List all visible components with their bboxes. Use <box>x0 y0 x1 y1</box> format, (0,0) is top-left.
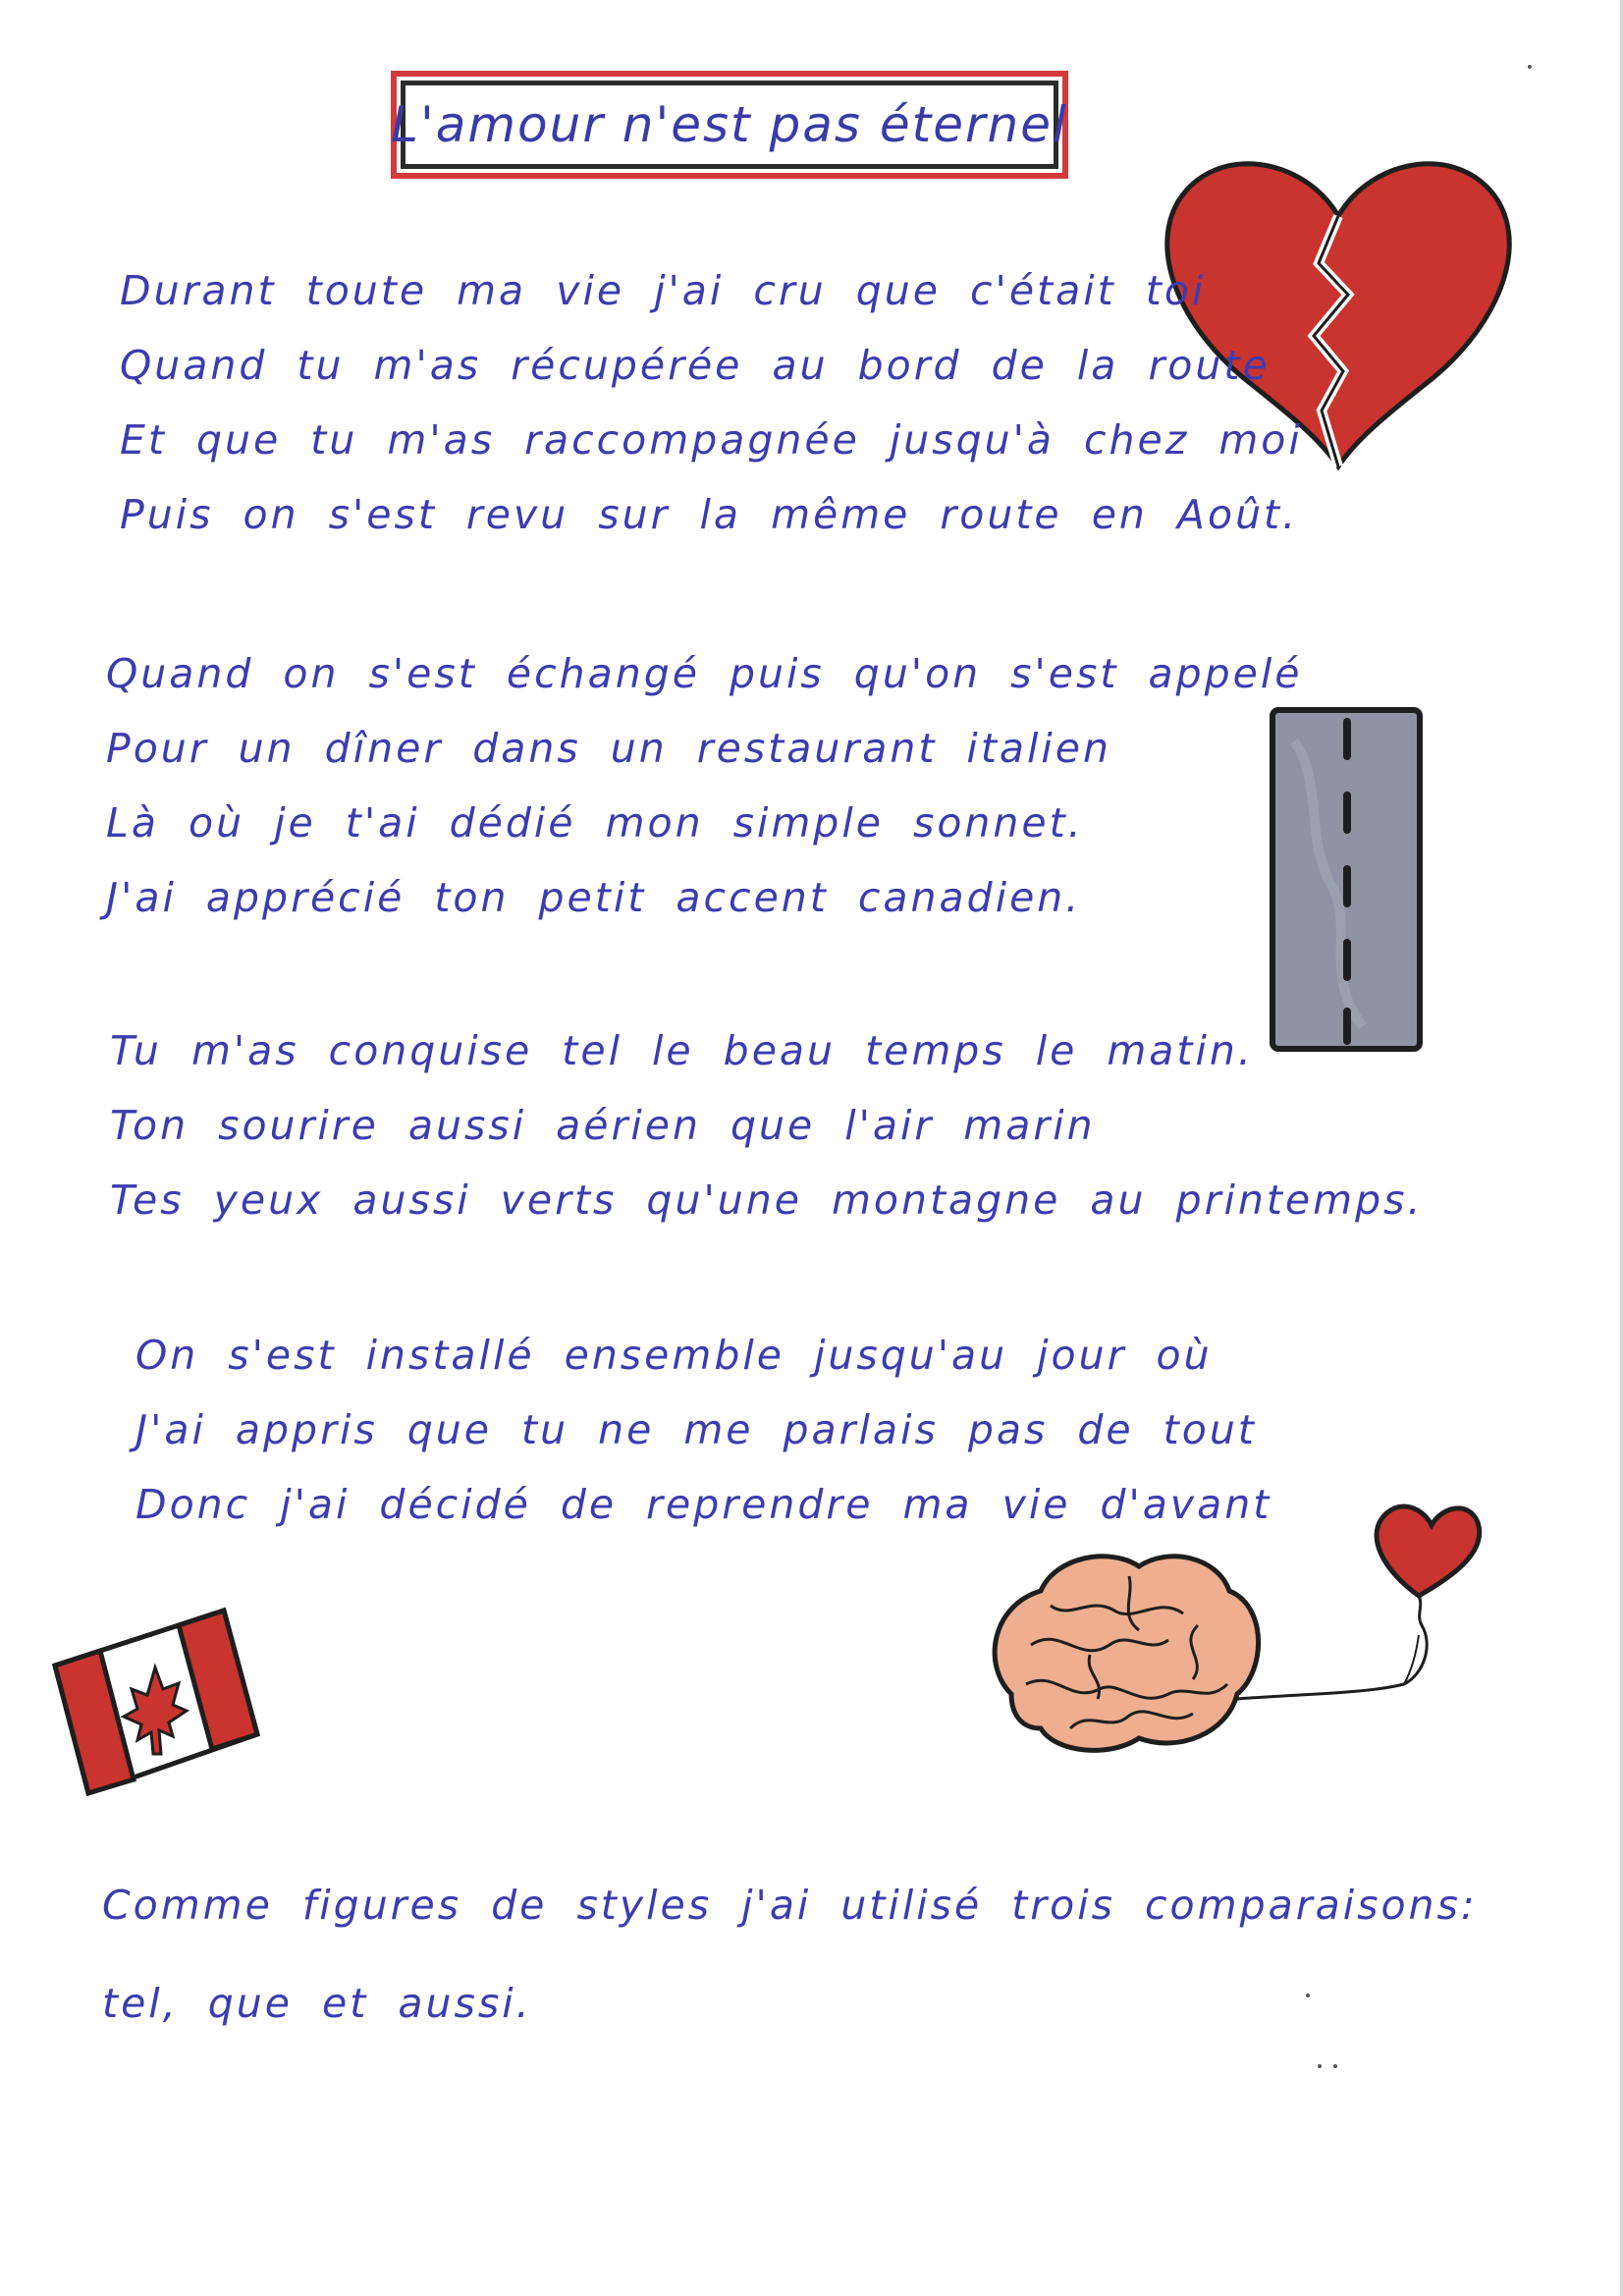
canada-flag-icon <box>49 1599 265 1805</box>
poem-line: Tu m'as conquise tel le beau temps le matin. <box>110 1027 1254 1074</box>
stanza-1 <box>120 253 1303 552</box>
poem-line: J'ai apprécié ton petit accent canadien. <box>106 874 1082 921</box>
poem-line: Quand tu m'as récupérée au bord de la route <box>120 342 1271 389</box>
poem-line: Tes yeux aussi verts qu'une montagne au printemps. <box>110 1176 1424 1224</box>
stanza-4 <box>135 1318 1271 1542</box>
poem-line: Donc j'ai décidé de reprendre ma vie d'avant <box>135 1481 1272 1528</box>
title-frame <box>391 71 1068 179</box>
note-line: Comme figures de styles j'ai utilisé trois comparaisons: <box>102 1882 1478 1929</box>
poem-line: Durant toute ma vie j'ai cru que c'était toi <box>120 267 1207 314</box>
ink-dot <box>1528 65 1532 69</box>
poem-line: Puis on s'est revu sur la même route en Août. <box>120 491 1299 538</box>
poem-line: J'ai appris que tu ne me parlais pas de tout <box>135 1406 1257 1453</box>
style-figures-note <box>102 1856 1478 2052</box>
note-line: tel, que et aussi. <box>102 1980 532 2027</box>
poem-line: Là où je t'ai dédié mon simple sonnet. <box>106 799 1084 847</box>
poem-title: L'amour n'est pas éternel <box>391 96 1068 153</box>
ink-dot <box>1318 2064 1322 2068</box>
stanza-3 <box>110 1013 1423 1237</box>
poem-line: Pour un dîner dans un restaurant italien <box>106 725 1112 772</box>
poem-line: Et que tu m'as raccompagnée jusqu'à chez moi <box>120 416 1303 464</box>
poem-line: Quand on s'est échangé puis qu'on s'est appelé <box>106 650 1303 697</box>
ink-dot <box>1333 2064 1337 2068</box>
ink-dot <box>1306 1994 1310 1997</box>
poem-line: Ton sourire aussi aérien que l'air marin <box>110 1102 1096 1149</box>
poem-line: On s'est installé ensemble jusqu'au jour où <box>135 1332 1213 1379</box>
brain-heart-balloon-icon <box>972 1498 1483 1792</box>
stanza-2 <box>106 636 1303 935</box>
